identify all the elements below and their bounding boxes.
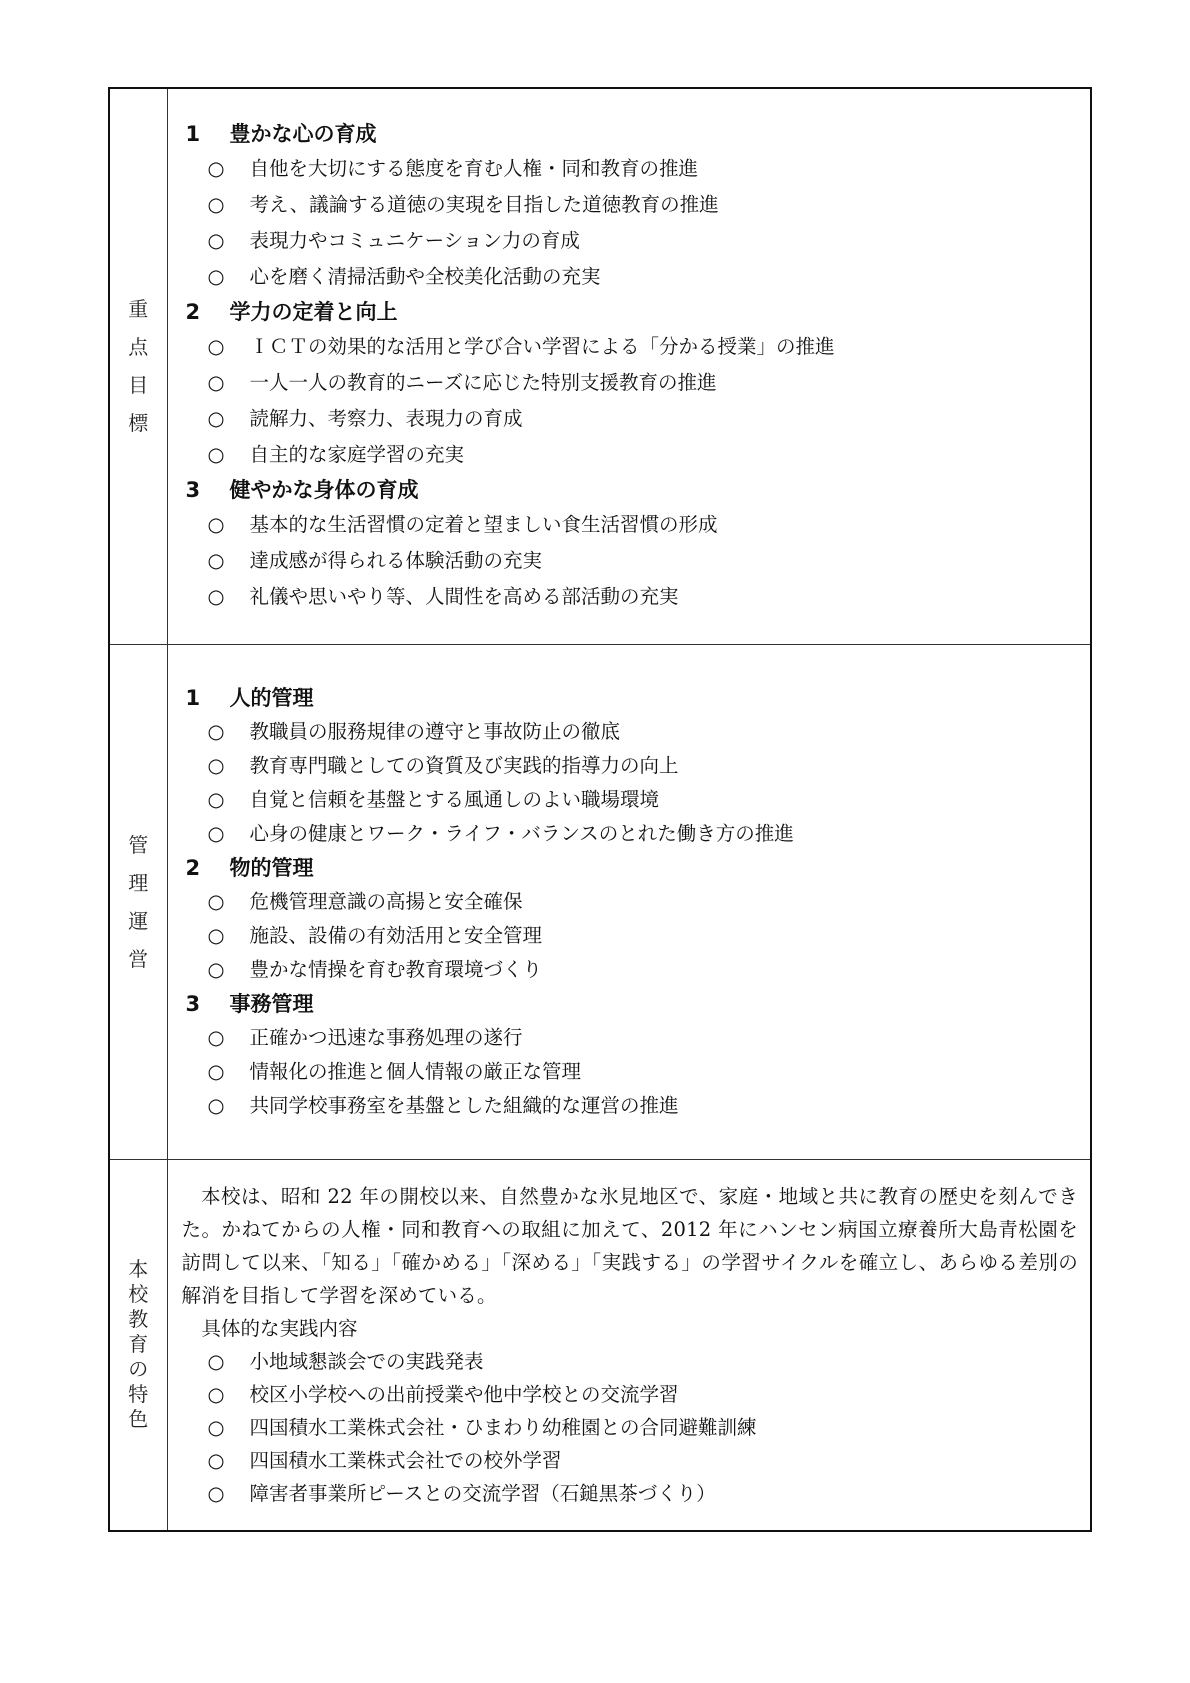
list-item: ○ 心身の健康とワーク・ライフ・バランスのとれた働き方の推進 [182,817,1079,851]
school-overview-table [108,87,1092,1532]
circle-bullet-icon: ○ [207,719,225,743]
circle-bullet-icon: ○ [207,585,225,609]
circle-bullet-icon: ○ [207,371,225,395]
list-item: ○ 自主的な家庭学習の充実 [182,437,1079,473]
list-item: ○ 障害者事業所ピースとの交流学習（石鎚黒茶づくり） [182,1477,1079,1510]
list-item: ○ 正確かつ迅速な事務処理の遂行 [182,1021,1079,1055]
section-label-focus-goals: 重 点 目 標 [128,297,149,436]
section-content-school-features [167,1159,1091,1531]
circle-bullet-icon: ○ [207,1448,225,1472]
section-content-focus-goals [167,88,1091,644]
circle-bullet-icon: ○ [207,443,225,467]
circle-bullet-icon: ○ [207,1349,225,1373]
list-item: ○ 危機管理意識の高揚と安全確保 [182,885,1079,919]
section-label-management: 管 理 運 営 [128,832,149,971]
school-history-paragraph: 本校は、昭和 22 年の開校以来、自然豊かな氷見地区で、家庭・地域と共に教育の歴史を刻んできた。かねてからの人権・同和教育への取組に加えて、2012 年にハンセン病国立療養所大島青松園を訪問して以来、「知る」「確かめる」「深める」「実践する」の学習サイクルを確立し、あらゆる差別の解消を目指して学習を深めている。 [181,1184,1078,1307]
practice-subheading: 具体的な実践内容 [201,1316,358,1340]
list-item: ○ 自他を大切にする態度を育む人権・同和教育の推進 [182,151,1079,187]
section-label-school-features: 本 校 教 育 の 特 色 [128,1257,149,1432]
circle-bullet-icon: ○ [207,1025,225,1049]
circle-bullet-icon: ○ [207,1382,225,1406]
circle-bullet-icon: ○ [207,265,225,289]
circle-bullet-icon: ○ [207,549,225,573]
list-item: ○ 四国積水工業株式会社・ひまわり幼稚園との合同避難訓練 [182,1411,1079,1444]
list-item: ○ 心を磨く清掃活動や全校美化活動の充実 [182,259,1079,295]
list-item: ○ 表現力やコミュニケーション力の育成 [182,223,1079,259]
circle-bullet-icon: ○ [207,1093,225,1117]
circle-bullet-icon: ○ [207,753,225,777]
circle-bullet-icon: ○ [207,229,225,253]
list-item: ○ 教職員の服務規律の遵守と事故防止の徹底 [182,715,1079,749]
circle-bullet-icon: ○ [207,513,225,537]
circle-bullet-icon: ○ [207,957,225,981]
list-item: ○ 情報化の推進と個人情報の厳正な管理 [182,1055,1079,1089]
section-management [109,644,1091,1159]
list-item: ○ 自覚と信頼を基盤とする風通しのよい職場環境 [182,783,1079,817]
group-heading: 2 学力の定着と向上 [185,300,398,325]
section-label-cell [109,88,167,644]
circle-bullet-icon: ○ [207,821,225,845]
circle-bullet-icon: ○ [207,923,225,947]
circle-bullet-icon: ○ [207,1059,225,1083]
group-heading: 1 人的管理 [185,685,314,710]
circle-bullet-icon: ○ [207,193,225,217]
group-heading: 2 物的管理 [185,855,314,880]
circle-bullet-icon: ○ [207,1415,225,1439]
list-item: ○ 一人一人の教育的ニーズに応じた特別支援教育の推進 [182,365,1079,401]
group-heading: 3 健やかな身体の育成 [185,478,419,503]
list-item: ○ 四国積水工業株式会社での校外学習 [182,1444,1079,1477]
list-item: ○ 基本的な生活習慣の定着と望ましい食生活習慣の形成 [182,507,1079,543]
list-item: ○ 達成感が得られる体験活動の充実 [182,543,1079,579]
group-heading: 3 事務管理 [185,991,314,1016]
list-item: ○ 礼儀や思いやり等、人間性を高める部活動の充実 [182,579,1079,615]
list-item: ○ 共同学校事務室を基盤とした組織的な運営の推進 [182,1089,1079,1123]
list-item: ○ 教育専門職としての資質及び実践的指導力の向上 [182,749,1079,783]
circle-bullet-icon: ○ [207,787,225,811]
list-item: ○ ＩＣＴの効果的な活用と学び合い学習による「分かる授業」の推進 [182,329,1079,365]
circle-bullet-icon: ○ [207,889,225,913]
list-item: ○ 読解力、考察力、表現力の育成 [182,401,1079,437]
list-item: ○ 考え、議論する道徳の実現を目指した道徳教育の推進 [182,187,1079,223]
section-label-cell [109,1159,167,1531]
circle-bullet-icon: ○ [207,157,225,181]
circle-bullet-icon: ○ [207,335,225,359]
list-item: ○ 小地域懇談会での実践発表 [182,1345,1079,1378]
group-heading: 1 豊かな心の育成 [185,122,377,147]
circle-bullet-icon: ○ [207,407,225,431]
list-item: ○ 施設、設備の有効活用と安全管理 [182,919,1079,953]
list-item: ○ 豊かな情操を育む教育環境づくり [182,953,1079,987]
section-content-management [167,644,1091,1159]
section-school-features [109,1159,1091,1531]
circle-bullet-icon: ○ [207,1481,225,1505]
section-focus-goals [109,88,1091,644]
section-label-cell [109,644,167,1159]
list-item: ○ 校区小学校への出前授業や他中学校との交流学習 [182,1378,1079,1411]
